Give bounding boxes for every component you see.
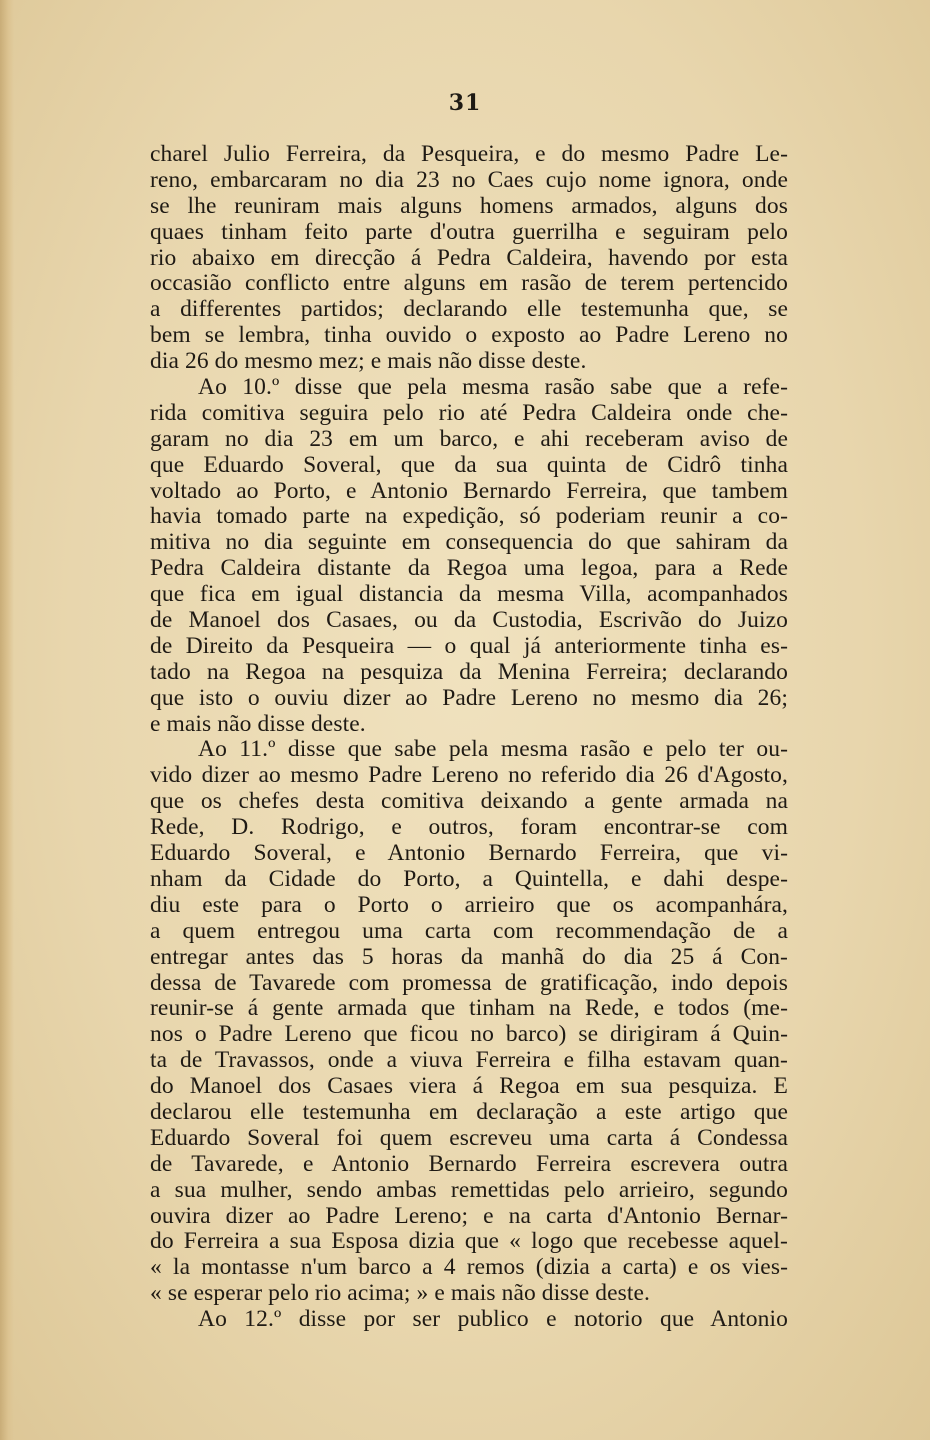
text-line: ta de Travassos, onde a viuva Ferreira e filha estavam quan- [150, 1047, 788, 1074]
text-line: nos o Padre Lereno que ficou no barco) se dirigiram á Quin- [150, 1021, 788, 1048]
text-line: Pedra Caldeira distante da Regoa uma legoa, para a Rede [150, 555, 788, 582]
text-line: rio abaixo em direcção á Pedra Caldeira, havendo por esta [150, 244, 788, 271]
text-line: reunir-se á gente armada que tinham na Rede, e todos (me- [150, 995, 788, 1022]
text-line: Ao 12.º disse por ser publico e notorio que Antonio [198, 1306, 788, 1333]
text-line: que fica em igual distancia da mesma Villa, acompanhados [150, 581, 788, 608]
text-line: diu este para o Porto o arrieiro que os acompanhára, [150, 891, 788, 918]
text-line: que isto o ouviu dizer ao Padre Lereno no mesmo dia 26; [150, 684, 788, 711]
text-line: vido dizer ao mesmo Padre Lereno no referido dia 26 d'Agosto, [150, 762, 788, 789]
text-line: quaes tinham feito parte d'outra guerrilha e seguiram pelo [150, 218, 788, 245]
text-line: do Ferreira a sua Esposa dizia que « logo que recebesse aquel- [150, 1228, 788, 1255]
text-line: voltado ao Porto, e Antonio Bernardo Ferreira, que tambem [150, 477, 788, 504]
text-line: mitiva no dia seguinte em consequencia do que sahiram da [150, 529, 788, 556]
text-line: reno, embarcaram no dia 23 no Caes cujo nome ignora, onde [150, 166, 788, 193]
text-line: ouvira dizer ao Padre Lereno; e na carta d'Antonio Bernar- [150, 1202, 788, 1229]
text-line: Ao 11.º disse que sabe pela mesma rasão e pelo ter ou- [198, 736, 788, 763]
text-line: « la montasse n'um barco a 4 remos (dizia a carta) e os vies- [150, 1254, 788, 1281]
text-line: Eduardo Soveral foi quem escreveu uma carta á Condessa [150, 1124, 788, 1151]
text-line: tado na Regoa na pesquiza da Menina Ferreira; declarando [150, 658, 788, 685]
text-line: bem se lembra, tinha ouvido o exposto ao Padre Lereno no [150, 322, 788, 349]
text-line: a sua mulher, sendo ambas remettidas pelo arrieiro, segundo [150, 1176, 788, 1203]
text-line: Eduardo Soveral, e Antonio Bernardo Ferreira, que vi- [150, 840, 788, 867]
text-line: rida comitiva seguira pelo rio até Pedra Caldeira onde che- [150, 399, 788, 426]
text-line: e mais não disse deste. [150, 710, 366, 737]
text-line: occasião conflicto entre alguns em rasão de terem pertencido [150, 270, 788, 297]
text-line: charel Julio Ferreira, da Pesqueira, e do mesmo Padre Le- [150, 141, 788, 167]
text-line: Ao 10.º disse que pela mesma rasão sabe que a refe- [198, 374, 788, 401]
text-line: de Tavarede, e Antonio Bernardo Ferreira escrevera outra [150, 1150, 788, 1177]
text-line: garam no dia 23 em um barco, e ahi receberam aviso de [150, 425, 788, 452]
text-line: havia tomado parte na expedição, só poderiam reunir a co- [150, 503, 788, 530]
text-line: que os chefes desta comitiva deixando a gente armada na [150, 788, 788, 815]
text-line: dia 26 do mesmo mez; e mais não disse deste. [150, 348, 587, 375]
text-line: a quem entregou uma carta com recommendação de a [150, 917, 788, 944]
text-line: « se esperar pelo rio acima; » e mais não disse deste. [150, 1280, 651, 1307]
text-line: que Eduardo Soveral, que da sua quinta de Cidrô tinha [150, 451, 788, 478]
text-line: do Manoel dos Casaes viera á Regoa em sua pesquiza. E [150, 1073, 788, 1100]
text-line: se lhe reuniram mais alguns homens armados, alguns dos [150, 192, 788, 219]
text-line: declarou elle testemunha em declaração a este artigo que [150, 1098, 788, 1125]
text-line: Rede, D. Rodrigo, e outros, foram encontrar-se com [150, 814, 788, 841]
page-number: 31 [448, 90, 482, 116]
text-line: entregar antes das 5 horas da manhã do dia 25 á Con- [150, 943, 788, 970]
text-line: dessa de Tavarede com promessa de gratificação, indo depois [150, 969, 788, 996]
text-line: de Direito da Pesqueira — o qual já anteriormente tinha es- [150, 632, 788, 659]
body-text [150, 142, 788, 1333]
text-line: a differentes partidos; declarando elle testemunha que, se [150, 296, 788, 323]
text-line: de Manoel dos Casaes, ou da Custodia, Escrivão do Juizo [150, 607, 788, 634]
page-edge [0, 0, 14, 1440]
text-line: nham da Cidade do Porto, a Quintella, e dahi despe- [150, 865, 788, 892]
